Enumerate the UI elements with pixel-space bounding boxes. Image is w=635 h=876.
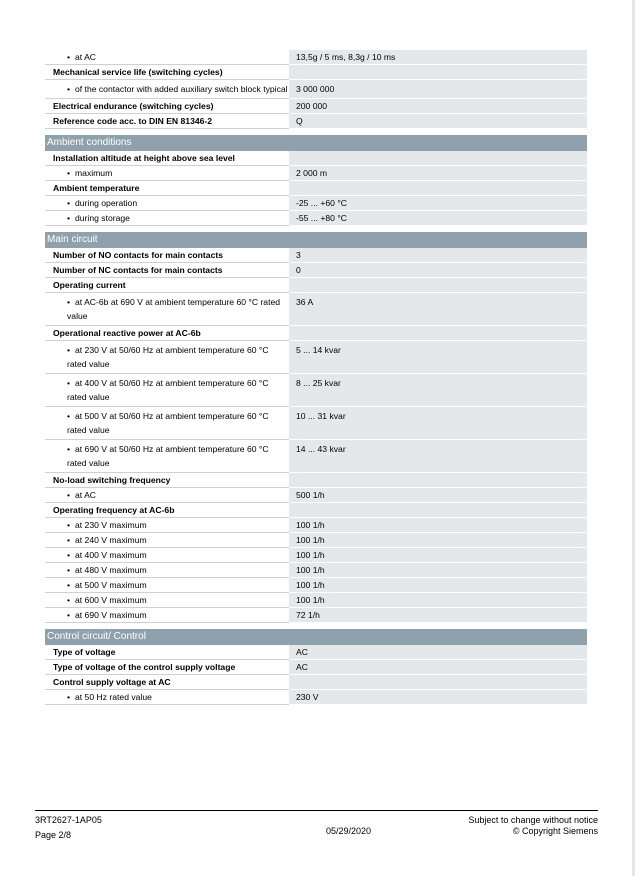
spec-value — [289, 675, 587, 690]
spec-value: 3 000 000 — [289, 80, 587, 99]
spec-label — [45, 196, 289, 211]
bullet-icon: • — [67, 297, 71, 307]
spec-row — [45, 488, 587, 503]
bullet-icon: • — [67, 580, 71, 590]
footer-page-number: Page 2/8 — [35, 830, 72, 840]
spec-label-text: at 230 V at 50/60 Hz at ambient temperature 60 °C rated value — [67, 345, 269, 369]
spec-label-text: at 690 V maximum — [75, 610, 147, 620]
spec-label — [45, 690, 289, 705]
spec-label-text: Operational reactive power at AC-6b — [53, 328, 201, 338]
bullet-icon: • — [67, 565, 71, 575]
spec-value: 14 ... 43 kvar — [289, 440, 587, 473]
spec-value — [289, 151, 587, 166]
spec-label — [45, 99, 289, 114]
spec-row-header — [45, 503, 587, 518]
footer-copyright: © Copyright Siemens — [512, 826, 598, 836]
spec-value — [289, 326, 587, 341]
spec-row — [45, 341, 587, 374]
spec-label — [45, 518, 289, 533]
spec-label — [45, 548, 289, 563]
bullet-icon: • — [67, 198, 71, 208]
spec-label-text: at 400 V at 50/60 Hz at ambient temperature 60 °C rated value — [67, 378, 269, 402]
spec-row-header — [45, 263, 587, 278]
spec-row — [45, 407, 587, 440]
spec-label-text: during storage — [75, 213, 130, 223]
spec-label-text: Number of NC contacts for main contacts — [53, 265, 223, 275]
spec-row — [45, 80, 587, 99]
spec-value: 13,5g / 5 ms, 8,3g / 10 ms — [289, 50, 587, 65]
spec-label — [45, 473, 289, 488]
bullet-icon: • — [67, 52, 71, 62]
spec-value: 500 1/h — [289, 488, 587, 503]
spec-label-text: at 500 V maximum — [75, 580, 147, 590]
spec-value: 3 — [289, 248, 587, 263]
spec-value: 100 1/h — [289, 548, 587, 563]
spec-label-text: Electrical endurance (switching cycles) — [53, 101, 214, 111]
spec-value — [289, 181, 587, 196]
spec-row — [45, 293, 587, 326]
spec-row-header — [45, 114, 587, 129]
spec-row — [45, 563, 587, 578]
spec-row — [45, 440, 587, 473]
bullet-icon: • — [67, 550, 71, 560]
spec-row-header — [45, 675, 587, 690]
spec-label-text: Number of NO contacts for main contacts — [53, 250, 223, 260]
spec-label-text: at 480 V maximum — [75, 565, 147, 575]
spec-label-text: at AC — [75, 490, 97, 500]
spec-label — [45, 341, 289, 374]
spec-label — [45, 80, 289, 99]
spec-label — [45, 326, 289, 341]
spec-label — [45, 645, 289, 660]
bullet-icon: • — [67, 520, 71, 530]
spec-label — [45, 675, 289, 690]
spec-row-header — [45, 473, 587, 488]
spec-label-text: Operating frequency at AC-6b — [53, 505, 175, 515]
spec-value: 100 1/h — [289, 533, 587, 548]
spec-label-text: at 690 V at 50/60 Hz at ambient temperature 60 °C rated value — [67, 444, 269, 468]
spec-value: 10 ... 31 kvar — [289, 407, 587, 440]
spec-label — [45, 166, 289, 181]
spec-value: 5 ... 14 kvar — [289, 341, 587, 374]
spec-label — [45, 114, 289, 129]
spec-row-header — [45, 660, 587, 675]
section-header: Control circuit/ Control — [45, 629, 587, 645]
spec-label-text: at 600 V maximum — [75, 595, 147, 605]
spec-label — [45, 278, 289, 293]
spec-label — [45, 660, 289, 675]
spec-label — [45, 293, 289, 326]
spec-row-header — [45, 248, 587, 263]
spec-row-header — [45, 181, 587, 196]
spec-row — [45, 593, 587, 608]
spec-row — [45, 548, 587, 563]
spec-label — [45, 407, 289, 440]
spec-label — [45, 503, 289, 518]
spec-row — [45, 690, 587, 705]
spec-label-text: Type of voltage of the control supply voltage — [53, 662, 236, 672]
spec-row — [45, 374, 587, 407]
spec-label-text: of the contactor with added auxiliary switch block typical — [75, 84, 288, 94]
spec-row-header — [45, 278, 587, 293]
spec-row — [45, 196, 587, 211]
spec-table — [45, 50, 587, 705]
spec-label-text: at AC — [75, 52, 97, 62]
spec-label — [45, 533, 289, 548]
footer-article-number: 3RT2627-1AP05 — [35, 815, 102, 825]
spec-row — [45, 518, 587, 533]
spec-label-text: at AC-6b at 690 V at ambient temperature 60 °C rated value — [67, 297, 281, 321]
section-header: Ambient conditions — [45, 135, 587, 151]
spec-value: AC — [289, 660, 587, 675]
spec-label — [45, 50, 289, 65]
spec-label-text: No-load switching frequency — [53, 475, 171, 485]
spec-label-text: at 240 V maximum — [75, 535, 147, 545]
spec-label — [45, 248, 289, 263]
spec-row — [45, 50, 587, 65]
spec-value: 36 A — [289, 293, 587, 326]
spec-value: 100 1/h — [289, 578, 587, 593]
spec-label — [45, 440, 289, 473]
spec-label — [45, 263, 289, 278]
spec-row-header — [45, 99, 587, 114]
spec-row-header — [45, 65, 587, 80]
section-header: Main circuit — [45, 232, 587, 248]
spec-label-text: Reference code acc. to DIN EN 81346-2 — [53, 116, 213, 126]
spec-label — [45, 211, 289, 226]
spec-value: 200 000 — [289, 99, 587, 114]
footer-divider — [35, 810, 598, 811]
spec-label-text: at 500 V at 50/60 Hz at ambient temperature 60 °C rated value — [67, 411, 269, 435]
spec-label — [45, 374, 289, 407]
spec-value: 100 1/h — [289, 563, 587, 578]
spec-label — [45, 563, 289, 578]
footer-date: 05/29/2020 — [326, 826, 372, 836]
spec-value: 100 1/h — [289, 518, 587, 533]
spec-label-text: Installation altitude at height above sea level — [53, 153, 235, 163]
bullet-icon: • — [67, 444, 71, 454]
bullet-icon: • — [67, 168, 71, 178]
spec-row — [45, 211, 587, 226]
spec-label-text: at 400 V maximum — [75, 550, 147, 560]
spec-label-text: at 50 Hz rated value — [75, 692, 152, 702]
spec-value: 8 ... 25 kvar — [289, 374, 587, 407]
spec-label — [45, 578, 289, 593]
spec-row-header — [45, 645, 587, 660]
spec-label-text: Operating current — [53, 280, 126, 290]
spec-label-text: during operation — [75, 198, 138, 208]
spec-value: -25 ... +60 °C — [289, 196, 587, 211]
spec-row — [45, 578, 587, 593]
spec-value — [289, 65, 587, 80]
spec-value: 72 1/h — [289, 608, 587, 623]
spec-value: Q — [289, 114, 587, 129]
spec-row-header — [45, 151, 587, 166]
spec-value: AC — [289, 645, 587, 660]
bullet-icon: • — [67, 610, 71, 620]
spec-value: 100 1/h — [289, 593, 587, 608]
bullet-icon: • — [67, 84, 71, 94]
spec-label — [45, 151, 289, 166]
spec-label — [45, 488, 289, 503]
spec-value: 2 000 m — [289, 166, 587, 181]
bullet-icon: • — [67, 490, 71, 500]
spec-label-text: at 230 V maximum — [75, 520, 147, 530]
spec-value — [289, 503, 587, 518]
spec-label-text: Mechanical service life (switching cycles) — [53, 67, 223, 77]
spec-label-text: Type of voltage — [53, 647, 116, 657]
spec-value: 0 — [289, 263, 587, 278]
spec-label-text: Control supply voltage at AC — [53, 677, 171, 687]
spec-value — [289, 278, 587, 293]
bullet-icon: • — [67, 378, 71, 388]
spec-row — [45, 533, 587, 548]
spec-label-text: maximum — [75, 168, 113, 178]
bullet-icon: • — [67, 595, 71, 605]
bullet-icon: • — [67, 535, 71, 545]
spec-row — [45, 608, 587, 623]
spec-value: 230 V — [289, 690, 587, 705]
spec-value — [289, 473, 587, 488]
bullet-icon: • — [67, 692, 71, 702]
spec-value: -55 ... +80 °C — [289, 211, 587, 226]
spec-label — [45, 608, 289, 623]
spec-label — [45, 65, 289, 80]
spec-label — [45, 593, 289, 608]
spec-row-header — [45, 326, 587, 341]
bullet-icon: • — [67, 411, 71, 421]
bullet-icon: • — [67, 213, 71, 223]
spec-label-text: Ambient temperature — [53, 183, 140, 193]
spec-label — [45, 181, 289, 196]
spec-row — [45, 166, 587, 181]
footer-notice: Subject to change without notice — [468, 815, 598, 825]
bullet-icon: • — [67, 345, 71, 355]
